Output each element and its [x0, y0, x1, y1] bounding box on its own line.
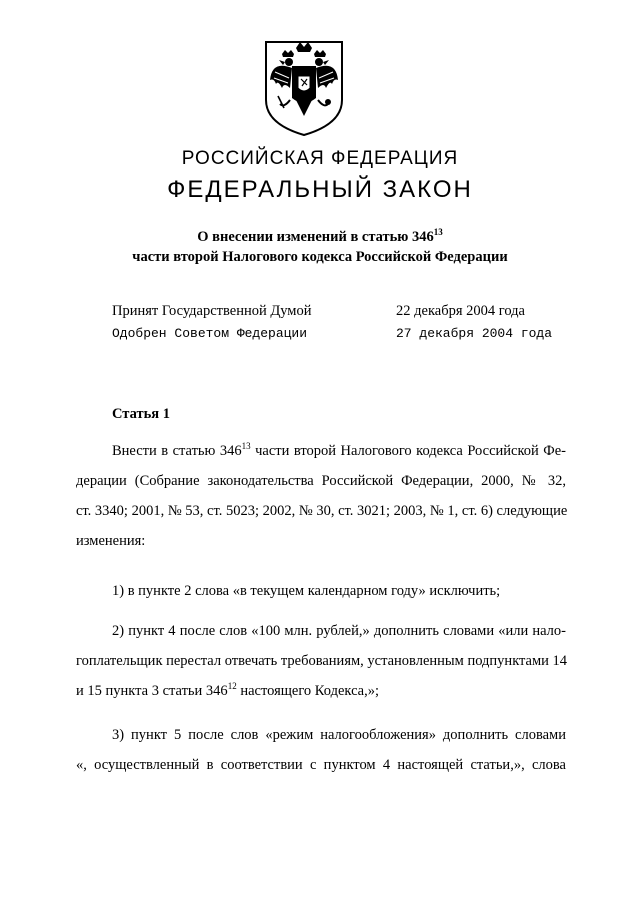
paragraph-line: 2) пункт 4 после слов «100 млн. рублей,» дополнить словами «или нало-	[112, 623, 566, 639]
paragraph-line: дерации (Собрание законодательства Российской Федерации, 2000, № 32,	[76, 473, 566, 489]
paragraph-line: гоплательщик перестал отвечать требованиям, установленным подпунктами 14	[76, 653, 568, 669]
paragraph-line: Внести в статью $346^{13}$ части второй Налогового кодекса Российской Фе-	[112, 441, 566, 459]
amendment-item-1	[76, 576, 566, 606]
country-heading: РОССИЙСКАЯ ФЕДЕРАЦИЯ	[181, 148, 459, 169]
law-title-line-2: части второй Налогового кодекса Российской Федерации	[132, 249, 508, 265]
paragraph-line: 3) пункт 5 после слов «режим налогообложения» дополнить словами	[112, 727, 566, 743]
article-intro-paragraph	[76, 436, 566, 556]
paragraph-line: ст. 3340; 2001, № 53, ст. 5023; 2002, № 30, ст. 3021; 2003, № 1, ст. 6) следующие	[76, 503, 568, 519]
document-type-heading: ФЕДЕРАЛЬНЫЙ ЗАКОН	[167, 176, 473, 203]
article-heading: Статья 1	[112, 406, 170, 422]
amendment-item-3	[76, 720, 566, 780]
paragraph-line: и 15 пункта 3 статьи $346^{12}$ настоящего Кодекса,»;	[76, 681, 380, 699]
law-title-line-1: О внесении изменений в статью $346^{13}$	[197, 227, 443, 245]
adoption-date: 22 декабря 2004 года	[396, 303, 525, 319]
adoption-label: Принят Государственной Думой	[112, 303, 312, 319]
paragraph-line: изменения:	[76, 533, 146, 549]
paragraph-line: 1) в пункте 2 слова «в текущем календарном году» исключить;	[112, 583, 501, 599]
adoption-date: 27 декабря 2004 года	[396, 326, 553, 341]
amendment-item-2	[76, 616, 566, 706]
adoption-label: Одобрен Советом Федерации	[112, 326, 308, 341]
paragraph-line: «, осуществленный в соответствии с пунктом 4 настоящей статьи,», слова	[76, 757, 566, 773]
coat-of-arms-icon	[262, 38, 346, 138]
